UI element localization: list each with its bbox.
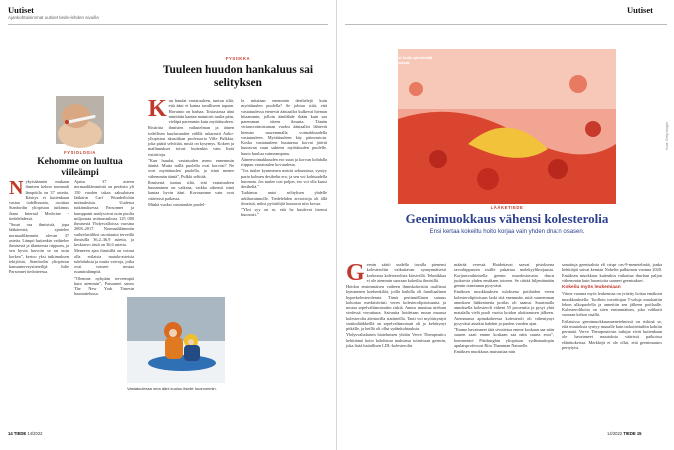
article-right-p10: Erilaisissa geenimuokkausmenetelmissä on riskinä se, että muutoksia syntyy muualle kuin tarkoitettuihin kohtiin perimää. Verve Therapeuticsin tutkijat eivät kuitenkaan ole havainneet muutoksia väärissä paikoissa eläinkokeissa. Merkkejä ei ole ollut, että geenimuutos periytyisi. — [562, 318, 663, 350]
article-left-p1: ykyisäännön mukaan ihmisen kehon normaali lämpötila on 37 astetta. Käsitys ei kuitenkaan vastaa todellisuutta, osoittaa Stanfordin yliopiston tutkimus Jama Internal Medicine -tiedelehdessä. — [9, 179, 69, 221]
subhead-leukemia: Kokeilu myös leukemiaan — [562, 285, 621, 290]
article-left-p4: Meneeen ajan ihmisillä on voinut olla erilaisia matala-asteisia tulehduksia ja muita vaivoja, jotka ovat voineet nostaa ruumiinlämpöä. — [74, 248, 134, 275]
article-right-p5: Emäksen muokkauksen tuloksena potilaiden veren kolesterolipitoisuus laski sitä enemmän, mitä suuremman annoksen lääkeainetta potilas oli saanut. Suurimalla annoksella kolesteroli väheni 55 prosenttia ja pysyi yhtä matalalla vielä puoli vuotta hoidon aloittamisen jälkeen. Aiemmassa apinakokeessa kolesteroli oli vähentynyt pysyvästi ainakin kahden ja puolen vuoden ajan. — [454, 289, 554, 326]
section-subtitle: Ajankohtaisimmat uutiset tiede-lehden sivuilla — [8, 15, 99, 20]
article-middle-p6: la mitataan enemmän desibelejä kuin myötätuulen puolella? Se johtuu siitä, että vastatuulessa etenevät ääniaallot kulkevat hieman hitaammin, jolloin äänilähde ikään kuin saa paremman otteen ilmasta. Tämän virtausvoimistuman vuoksi ääniaallot lähtevät hieman suuremmalla voimakkuudella vastatuuleen. Myötätuuleen käy päinvastoin. Koska vastatuuleen huutaessa korvat jäävät huutavan suun suhteen myötätuulen puolelle, huuto kuuluu vaimeampana. — [241, 98, 327, 156]
kicker-fysiikka: FYSIIKKA — [225, 56, 251, 61]
article-middle-col1 — [148, 98, 234, 290]
article-right-p3: Yhdysvaltalaisen bioteknisen yhtiön Verve Therapeutics kehittämä hoito kohdistuu maksassa toimivaan geeniin, joka lisää haitallisen LDL-kolesterolin — [346, 332, 446, 348]
headline-kehomme: Kehomme on luultua viileämpi — [37, 157, 123, 178]
article-middle-p9: Tutkimus antoi selityksen yhdelle arkihavainnolle. Tiedelehden arvioitsija oli ällä ilmeistä, miksi pyöräilijät huutavat niin kovaa. — [241, 190, 327, 206]
blood-vessel-illustration — [393, 49, 616, 204]
article-right-p4: määrää veressä. Hoidettavat saavat pistoksena rasvahippusten sisälle pakattua molekyylikorjausta. Korjausvaihtoisella geenin muodostavasta dna:n juoksesta yhden emäksen toiseen. Se riittää hiljentämään geenin toiminnan pysyvästi. — [454, 262, 554, 288]
dropcap-k: K — [148, 96, 167, 122]
article-right-col3 — [562, 262, 662, 424]
photo-credit: Kuva: Getty Images — [665, 122, 669, 150]
article-left-p2: ”Suuri osa ihmisistä, jopa lääkäreistä, ajattelee normaalilämmön olevan 37 astetta. Lämpö kuitenkin vaihtelee ihmisestä ja tilanteesta riippuen, ja sen hyvin harvoin se on noin korkea”, kertoo yksi tutkimuksen tekijöistä, Stanfordin yliopiston kansanterveystieteilijä Julie Parsonnet tiedotteessa. — [9, 222, 69, 275]
footer-right-page: 15 — [636, 431, 642, 436]
snow-photo-caption: Vastatuulessa oma ääni kuuluu itselle huonommin. — [127, 386, 217, 391]
article-middle-p4: Ihmisestä tuntuu siltä, että vastatuuleen huutaminen on vaikeaa, vaikka oikeasti siinä kantaa hyvin ääni. Korvaamme vain ovat vääriessä paikassa. — [148, 179, 234, 201]
left-page — [0, 0, 336, 450]
article-right-col1 — [346, 262, 446, 424]
kicker-fysiologia: FYSIOLOGIA — [64, 150, 96, 155]
headline-tuuleen: Tuuleen huudon hankaluus sai selityksen — [162, 64, 314, 89]
footer-left-mag: TIEDE — [13, 431, 27, 436]
thermometer-photo — [56, 96, 104, 144]
footer-left-issue: 14/2022 — [27, 431, 43, 436]
article-middle-p8: ”Jos tuulee kymmenen metriä sekunnissa, syntyy parin kolmen desibelin ero, ja sen voi kohtuudella huomata. Jos tuulee tosi paljon, ero voi olla kuusi desibeliä.” — [241, 168, 327, 189]
dropcap-g: G — [346, 260, 365, 286]
top-rule-right — [345, 24, 667, 25]
article-left-col2 — [74, 179, 134, 429]
article-middle-p10: ”Yksi syy on se, että he kuulevat itsensä huonosti.” — [241, 207, 327, 218]
article-right-col2 — [454, 262, 554, 424]
headline-geenimuokkaus: Geenimuokkaus vähensi kolesterolia — [405, 211, 609, 226]
dropcap-n: N — [9, 177, 24, 199]
article-left-col1 — [9, 179, 69, 429]
article-middle-p5: Minkä vuoksi vastatuulen puolel- — [148, 201, 206, 207]
section-label-right: Uutiset — [627, 5, 653, 15]
article-right-p2: Hoidon ensimmäisen vaiheen ihmiskokeisiin osallistui kymmenen koehenkilöä, joilla kaikilla oli familiaalinen hyperkolesterolemia. Tämä periinnöllinen sairaus kohottaa merkittävästi veren kolesterolipitoisuutta ja nostaa sepelvaltimotautiin riskiä. Annos muuttaa nieluun viedessä verrattuna. Sairautta hoidetaan muun muassa kolesterolia alentavilla statiineilla. Tauti voi myötäsyntyä statiinilääkkeillä on sepelvaltimotauti oli jo kehittynyt pitkälle, ja heillä oli ollut sydänkohtauksia. — [346, 284, 446, 331]
cells-photo-caption: Uusi hoito pienentää tukoksia. — [393, 55, 433, 65]
kicker-laaketiede: LÄÄKETIEDE — [490, 205, 524, 210]
article-right-p8: sanottuja geenisaksia eli crispr cas-9-menetelmää, jonka kehittäjät saivat kemian Nobelin palkinnon vuonna 2020. Emäksen muokkaus kuitenkin vaikuttaa dna:han paljon vähemmän kuin huomioita saaneet geenisakset. — [562, 262, 662, 283]
sled-children-photo — [127, 297, 225, 383]
article-right-p6: ”Emme havainneet tätä sivutietoa emme koskaan saa näin suuren saati emme koskaan saa näin suurta eroa”, kommentoi Pittsburghin yliopiston sydäntautiopin apulaisprofessori Ritu Thamman Naturelle. — [454, 327, 554, 348]
article-middle-p2: Ristiriita ihmisten vaikutelman ja äänen todellisen kuuluvuuden välillä askarrutti Aalto-yliopiston akustiikan professoria Ville Pulkkia, joka päätti selvittää, mistä on kysymys. Kokeet ja mallinnukset toivat kuitenkin vain lisää ristiriitoja. — [148, 125, 234, 157]
article-right-p7: Emäksen muokkaus muistuttaa niin — [454, 349, 516, 354]
article-middle-p7: Äänenvoimakkuuden ero suun ja korvan kohdalla riippuu vastatuulen kovuudesta. — [241, 156, 327, 167]
footer-right-mag: TIEDE — [623, 431, 636, 436]
article-right-p9: Viime vuonna myös leukemiaa on yritetty hoitaa emäksen muokkauksella. Tuolloin tuvoittujan T-soluja muokattiin lehon ulkopuolella ja annettiin sen jälkeen potilaalle. Kolesterolihoito on siten ensimmäinen, joka valikutti suoraan kehon sisällä. — [562, 291, 662, 318]
article-left-p5: ”Olemme nykyään terveempiä kuin aiemmin”, Parsonnet sanoo The New York Timesin haastattelussa. — [74, 275, 134, 297]
article-middle-p1: un huudat vastatuuleen, tuntuu siltä, että ääni ei kanna tavalliseen tapaan. Havainto on harhaa. Tosiasiassa ääni nimittäin kantaa mainiosti tuulta päin, vieläpä paremmin kuin myötätuuleen. — [168, 98, 234, 124]
footer-right — [607, 431, 642, 436]
footer-right-issue: 14/2022 — [607, 431, 623, 436]
section-label-left: Uutiset — [8, 5, 34, 15]
top-rule-left — [8, 24, 328, 25]
footer-left — [8, 431, 43, 436]
article-middle-p3: ”Kun huudat, vastatuulen meno ennemmin äänitä. Mutta millä puolella ovat korvasi? Ne ovat myötätuulen puolella, ja siinä menee vähemmän ääntä”, Pulkki selittää. — [148, 157, 234, 179]
right-page — [337, 0, 674, 450]
article-right-p1: eenin säätö uudella tavalla pienensi kolesteroliin vaikuttavan synnynnäisesti korkeasta kolesterolista kärsivillä. Tekniikkaa ei ole aiemmin suoraan kokeiltu ihmisillä. — [366, 262, 446, 283]
standfirst: Ensi kertaa kokeiltu hoito korjaa vain yhden dna:n osasen. — [429, 229, 585, 235]
article-middle-col2 — [241, 98, 327, 290]
article-left-p3: Ajatus 37 asteen normaalilämmöstä on peräisin yli 150 vuoden takaa saksalaisen lääkärin Carl Wunderlichin mittauksista. Uudessa tutkimuksessa Parsonnet ja kumppanit analysoivat noin puolta miljoonaa mittaustulosta 125 000 ihmisestä Yhdysvalloissa vuosina 2008–2017. Normaalilämmön vaihteluväliksi osoittautui terveillä ihmisillä 36,2–36,9 astetta, ja keskiarvo tästä on 36,6 astetta. — [74, 179, 134, 247]
footer-left-page: 14 — [8, 431, 13, 436]
